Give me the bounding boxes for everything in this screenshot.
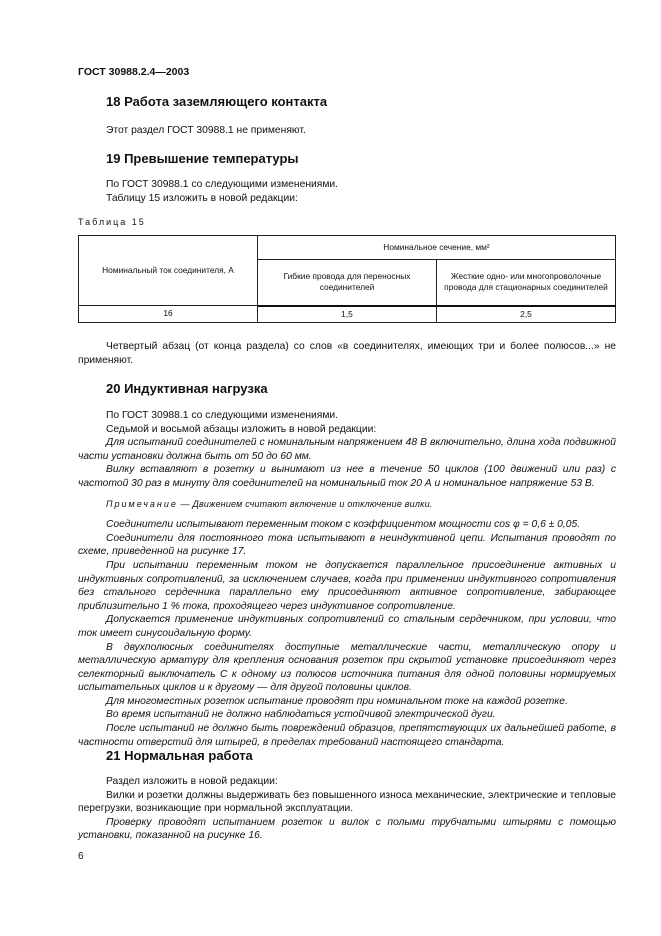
table-row: [79, 306, 616, 323]
section-20-body: [78, 409, 616, 749]
paragraph: Четвертый абзац (от конца раздела) со слов «в соединителях, имеющих три и более полюсов...» не применяют.: [78, 341, 616, 366]
paragraph: По ГОСТ 30988.1 со следующими изменениями.: [106, 410, 339, 421]
paragraph: После испытаний не должно быть повреждений образцов, препятствующих их дальнейшей работе, в частности отверстий для штырей, в пределах требований настоящего стандарта.: [78, 723, 616, 748]
table-cell: 1,5: [258, 306, 437, 323]
section-19-title: 19 Превышение температуры: [106, 151, 299, 166]
table-cell: 16: [79, 306, 258, 323]
section-18-body: [78, 124, 616, 138]
table-header-current: Номинальный ток соединителя, А: [79, 236, 258, 306]
table-header-group: Номинальное сечение, мм²: [258, 236, 616, 260]
page-number: 6: [78, 851, 84, 862]
section-18-title: 18 Работа заземляющего контакта: [106, 94, 328, 109]
section-19-footnote: [78, 340, 616, 367]
paragraph: Для испытаний соединителей с номинальным напряжением 48 В включительно, длина хода подвижной части установки должна быть от 50 до 60 мм.: [78, 437, 616, 462]
table-header-flexible: Гибкие провода для переносных соединителей: [258, 260, 437, 306]
table-cell: 2,5: [437, 306, 616, 323]
paragraph: Вилки и розетки должны выдерживать без повышенного износа механические, электрические и тепловые перегрузки, возникающие при нормальной эксплуатации.: [78, 789, 616, 815]
table-caption: Таблица 15: [78, 217, 146, 227]
paragraph: По ГОСТ 30988.1 со следующими изменениями.: [106, 179, 339, 190]
section-20-title: 20 Индуктивная нагрузка: [106, 381, 268, 396]
paragraph: Соединители для постоянного тока испытывают в неиндуктивной цепи. Испытания проводят по схеме, приведенной на рисунке 17.: [78, 532, 616, 558]
paragraph: Для многоместных розеток испытание проводят при номинальном токе на каждой розетке.: [106, 695, 568, 707]
table-15: [78, 235, 616, 323]
paragraph: Соединители испытывают переменным током с коэффициентом мощности cos φ = 0,6 ± 0,05.: [106, 519, 581, 531]
paragraph: Допускается применение индуктивных сопротивлений со стальным сердечником, при условии, что ток имеет синусоидальную форму.: [78, 614, 616, 639]
note-text: — Движением считают включение и отключение вилки.: [177, 498, 433, 509]
section-19-body: [78, 178, 616, 205]
paragraph: Этот раздел ГОСТ 30988.1 не применяют.: [106, 125, 306, 136]
note: [78, 498, 616, 512]
paragraph: Проверку проводят испытанием розеток и вилок с полыми трубчатыми штырями с помощью установки, показанной на рисунке 16.: [78, 816, 616, 842]
section-21-title: 21 Нормальная работа: [106, 748, 253, 763]
paragraph: В двухполюсных соединителях доступные металлические части, металлическую опору и металлическую арматуру для крепления основания розеток при скрытой установке присоединяют через селекторный выключатель С к одному из полюсов источника питания для одной половины нормируемых испытательных циклов и к другому — для другой половины циклов.: [78, 641, 616, 694]
paragraph: Раздел изложить в новой редакции:: [106, 776, 278, 787]
paragraph: Во время испытаний не должно наблюдаться устойчивой электрической дуги.: [106, 709, 496, 721]
document-header: ГОСТ 30988.2.4—2003: [78, 66, 190, 78]
paragraph: Вилку вставляют в розетку и вынимают из нее в течение 50 циклов (100 движений или раз) с частотой 30 раз в минуту для соединителей на номинальный ток 20 А и номинальное напряжение 53 В.: [78, 464, 616, 489]
table-header-rigid: Жесткие одно- или многопроволочные провода для стационарных соединителей: [437, 260, 616, 306]
note-label: Примечание: [106, 498, 178, 509]
paragraph: Таблицу 15 изложить в новой редакции:: [106, 192, 298, 204]
paragraph: Седьмой и восьмой абзацы изложить в новой редакции:: [106, 423, 377, 435]
paragraph: При испытании переменным током не допускается параллельное присоединение активных и индуктивных сопротивлений, за исключением случаев, когда при применении индуктивного сопротивления без стального сердечника параллельно ему присоединяют активное сопротивление, забирающее приблизительно 1 % тока, проходящего через индуктивное сопротивление.: [78, 559, 616, 612]
section-21-body: [78, 775, 616, 843]
